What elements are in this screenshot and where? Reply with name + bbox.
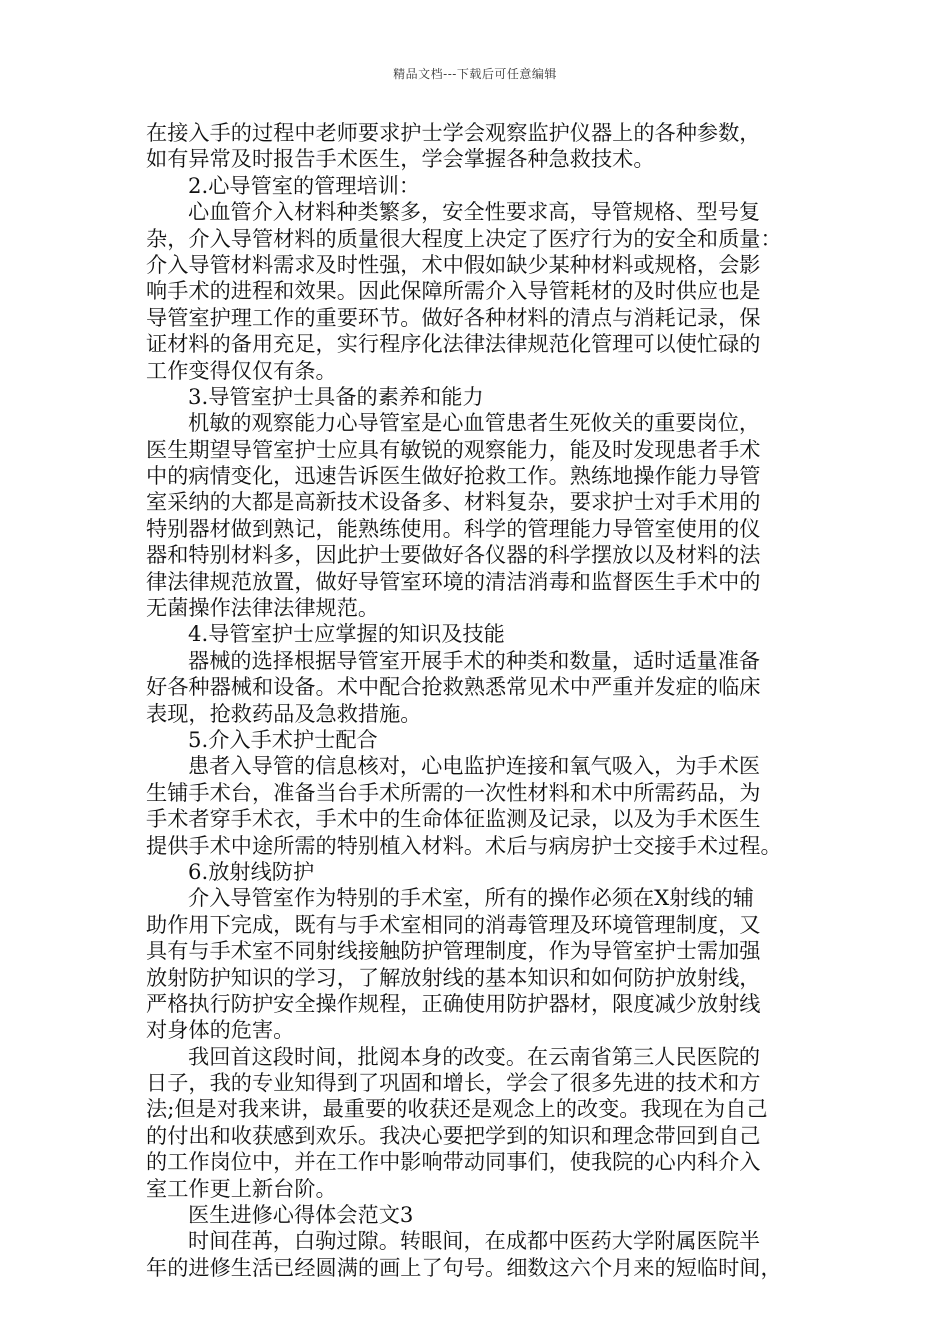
text-line: 律法律规范放置，做好导管室环境的清洁消毒和监督医生手术中的	[146, 568, 761, 594]
text-line: 杂，介入导管材料的质量很大程度上决定了医疗行为的安全和质量：	[146, 225, 782, 251]
page-header: 精品文档---下载后可任意编辑	[393, 67, 557, 81]
text-line: 好各种器械和设备。术中配合抢救熟悉常见术中严重并发症的临床	[146, 674, 761, 700]
text-line: 的工作岗位中，并在工作中影响带动同事们，使我院的心内科介入	[146, 1149, 761, 1175]
text-line: 的付出和收获感到欢乐。我决心要把学到的知识和理念带回到自己	[146, 1122, 761, 1148]
text-line: 心血管介入材料种类繁多，安全性要求高，导管规格、型号复	[188, 199, 761, 225]
section-heading: 4.导管室护士应掌握的知识及技能	[188, 621, 505, 647]
text-line: 器械的选择根据导管室开展手术的种类和数量，适时适量准备	[188, 647, 761, 673]
text-line: 介入导管材料需求及时性强，术中假如缺少某种材料或规格，会影	[146, 251, 761, 277]
document-body	[146, 120, 810, 1281]
text-line: 导管室护理工作的重要环节。做好各种材料的清点与消耗记录，保	[146, 304, 761, 330]
text-line: 机敏的观察能力心导管室是心血管患者生死攸关的重要岗位，	[188, 410, 761, 436]
text-line: 在接入手的过程中老师要求护士学会观察监护仪器上的各种参数，	[146, 120, 761, 145]
text-line: 患者入导管的信息核对，心电监护连接和氧气吸入，为手术医	[188, 753, 761, 779]
text-line: 严格执行防护安全操作规程，正确使用防护器材，限度减少放射线	[146, 990, 761, 1016]
text-line: 工作变得仅仅有条。	[146, 357, 337, 383]
text-line: 介入导管室作为特别的手术室，所有的操作必须在X射线的辅	[188, 885, 754, 911]
text-line: 中的病情变化，迅速告诉医生做好抢救工作。熟练地操作能力导管	[146, 463, 761, 489]
text-line: 无菌操作法律法律规范。	[146, 595, 380, 621]
section-heading: 3.导管室护士具备的素养和能力	[188, 383, 484, 409]
text-line: 放射防护知识的学习，了解放射线的基本知识和如何防护放射线，	[146, 964, 761, 990]
text-line: 表现，抢救药品及急救措施。	[146, 700, 422, 726]
text-line: 室采纳的大都是高新技术设备多、材料复杂，要求护士对手术用的	[146, 489, 761, 515]
section-heading: 医生进修心得体会范文3	[188, 1202, 414, 1228]
text-line: 室工作更上新台阶。	[146, 1175, 337, 1201]
text-line: 特别器材做到熟记，能熟练使用。科学的管理能力导管室使用的仪	[146, 515, 761, 541]
text-line: 生铺手术台，准备当台手术所需的一次性材料和术中所需药品，为	[146, 779, 761, 805]
section-heading: 5.介入手术护士配合	[188, 726, 378, 752]
text-line: 我回首这段时间，批阅本身的改变。在云南省第三人民医院的	[188, 1043, 761, 1069]
text-line: 助作用下完成，既有与手术室相同的消毒管理及环境管理制度，又	[146, 911, 761, 937]
section-heading: 2.心导管室的管理培训：	[188, 172, 421, 198]
text-line: 如有异常及时报告手术医生，学会掌握各种急救技术。	[146, 146, 655, 172]
text-line: 具有与手术室不同射线接触防护管理制度，作为导管室护士需加强	[146, 938, 761, 964]
text-line: 响手术的进程和效果。因此保障所需介入导管耗材的及时供应也是	[146, 278, 761, 304]
text-line: 器和特别材料多，因此护士要做好各仪器的科学摆放以及材料的法	[146, 542, 761, 568]
text-line: 证材料的备用充足，实行程序化法律法律规范化管理可以使忙碌的	[146, 331, 761, 357]
text-line: 对身体的危害。	[146, 1017, 295, 1043]
text-line: 日子，我的专业知得到了巩固和增长，学会了很多先进的技术和方	[146, 1070, 761, 1096]
section-heading: 6.放射线防护	[188, 858, 315, 884]
text-line: 时间荏苒，白驹过隙。转眼间，在成都中医药大学附属医院半	[188, 1228, 761, 1254]
text-line: 年的进修生活已经圆满的画上了句号。细数这六个月来的短临时间，	[146, 1254, 782, 1280]
text-line: 医生期望导管室护士应具有敏锐的观察能力，能及时发现患者手术	[146, 436, 761, 462]
text-line: 手术者穿手术衣，手术中的生命体征监测及记录，以及为手术医生	[146, 806, 761, 832]
text-line: 提供手术中途所需的特别植入材料。术后与病房护士交接手术过程。	[146, 832, 782, 858]
text-line: 法;但是对我来讲，最重要的收获还是观念上的改变。我现在为自己	[146, 1096, 768, 1122]
